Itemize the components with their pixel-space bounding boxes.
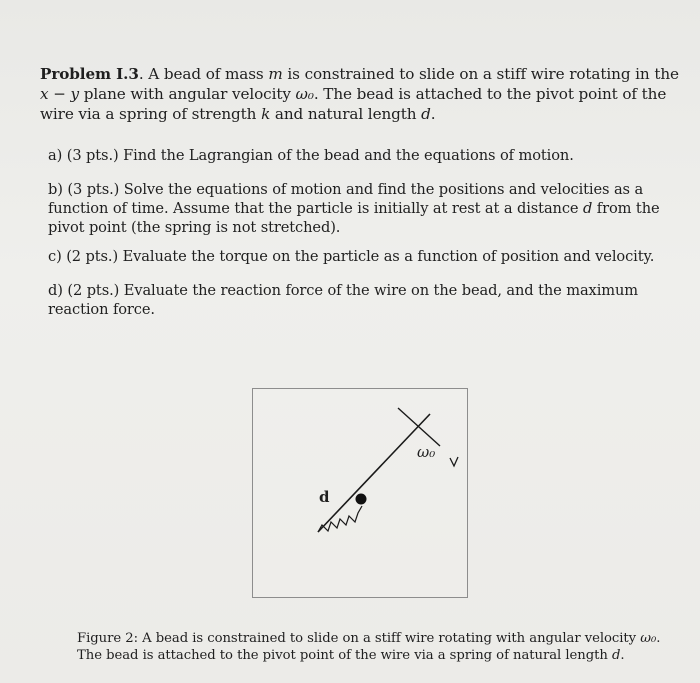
problem-text-segment: and natural length [270,105,422,123]
variable-k: k [261,105,271,123]
caption-text: . [620,648,625,663]
problem-text-segment: . A bead of mass [138,65,269,83]
caption-text: Figure 2: A bead is constrained to slide on a stiff wire rotating with angular velocity [77,631,641,646]
part-b-text: from the pivot point (the spring is not stretched). [48,200,660,236]
problem-text-segment: . The bead is attached to the pivot point of the wire via a spring of strength [40,85,667,123]
rotation-arrow-icon [450,457,458,466]
problem-heading: Problem I.3 [40,65,139,83]
figure-label-d: d [319,488,330,506]
variable-m: m [268,65,283,83]
figure-caption [77,630,677,664]
part-a: a) (3 pts.) Find the Lagrangian of the bead and the equations of motion. [48,147,574,164]
wire-line [318,414,430,532]
variable-omega: ω₀ [295,85,314,103]
problem-text-segment: . [430,105,436,123]
variable-plane: x − y [40,85,80,103]
problem-text-segment: is constrained to slide on a stiff wire rotating in the [282,65,679,83]
part-d: d) (2 pts.) Evaluate the reaction force of the wire on the bead, and the maximum reaction force. [48,282,639,318]
figure-label-omega: ω₀ [417,443,436,461]
variable-d: d [421,105,431,123]
bead-dot [356,494,367,505]
caption-text: . The bead is attached to the pivot point of the wire via a spring of natural length [77,631,661,663]
variable-d: d [583,200,593,217]
part-b-text: b) (3 pts.) Solve the equations of motion and find the positions and velocities as a function of time. Assume that the particle is initially at rest at a distance [48,181,644,217]
caption-variable-d: d [611,648,621,663]
problem-text-segment: plane with angular velocity [79,85,296,103]
part-c: c) (2 pts.) Evaluate the torque on the particle as a function of position and velocity. [48,248,655,265]
caption-omega: ω₀ [640,631,657,646]
